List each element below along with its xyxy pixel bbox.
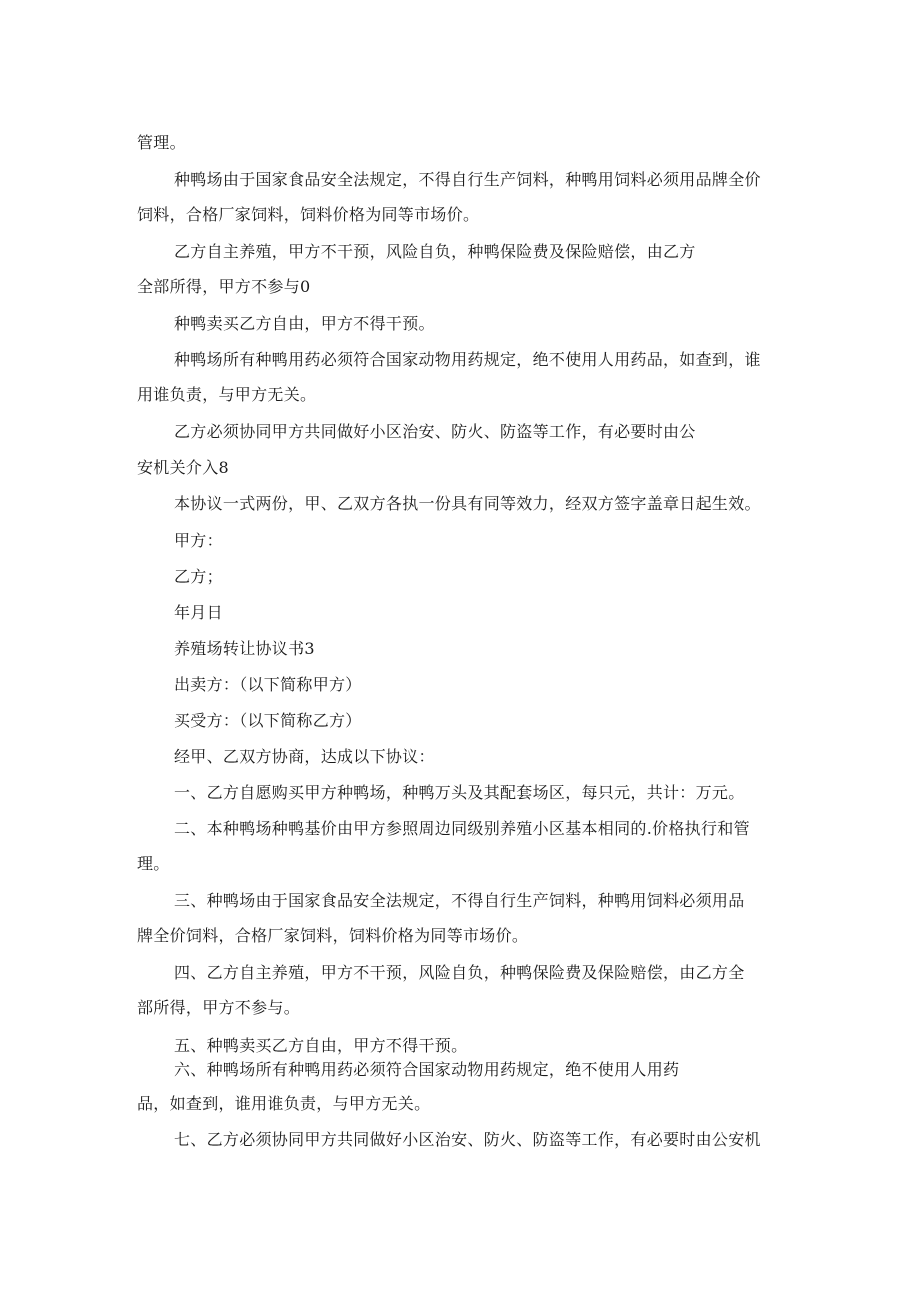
- clause-6: 六、种鸭场所有种鸭用药必须符合国家动物用药规定，绝不使用人用药: [174, 1060, 680, 1079]
- clause-7: 七、乙方必须协同甲方共同做好小区治安、防火、防盗等工作，有必要时由公安机: [174, 1130, 761, 1149]
- clause-5: 五、种鸭卖买乙方自由，甲方不得干预。: [174, 1036, 468, 1055]
- text-line: 部所得，甲方不参与。: [137, 998, 301, 1017]
- clause-4: 四、乙方自主养殖，甲方不干预，风险自负，种鸭保险费及保险赔偿，由乙方全: [174, 963, 745, 982]
- clause-1: 一、乙方自愿购买甲方种鸭场，种鸭万头及其配套场区，每只元，共计：万元。: [174, 783, 745, 802]
- clause-3: 三、种鸭场由于国家食品安全法规定，不得自行生产饲料，种鸭用饲料必须用品: [174, 891, 745, 910]
- text-line: 买受方：（以下简称乙方）: [174, 711, 362, 730]
- text-line: 理。: [137, 854, 170, 873]
- text-line: 安机关介入8: [137, 458, 229, 477]
- text-line: 本协议一式两份，甲、乙双方各执一份具有同等效力，经双方签字盖章日起生效。: [174, 494, 761, 513]
- signature-party-b: 乙方；: [174, 567, 223, 586]
- clause-2: 二、本种鸭场种鸭基价由甲方参照周边同级别养殖小区基本相同的.价格执行和管: [174, 819, 750, 838]
- text-line: 全部所得，甲方不参与0: [137, 277, 311, 296]
- text-line: 乙方自主养殖，甲方不干预，风险自负，种鸭保险费及保险赔偿，由乙方: [174, 242, 696, 261]
- text-line: 经甲、乙双方协商，达成以下协议：: [174, 747, 435, 766]
- text-line: 管理。: [137, 133, 186, 152]
- text-line: 种鸭卖买乙方自由，甲方不得干预。: [174, 314, 435, 333]
- text-line: 种鸭场所有种鸭用药必须符合国家动物用药规定，绝不使用人用药品，如查到，谁: [174, 350, 761, 369]
- text-line: 饲料，合格厂家饲料，饲料价格为同等市场价。: [137, 205, 480, 224]
- section-title: 养殖场转让协议书3: [174, 639, 315, 658]
- text-line: 种鸭场由于国家食品安全法规定，不得自行生产饲料，种鸭用饲料必须用品牌全价: [174, 170, 761, 189]
- signature-date: 年月日: [174, 603, 223, 622]
- text-line: 牌全价饲料，合格厂家饲料，饲料价格为同等市场价。: [137, 926, 529, 945]
- signature-party-a: 甲方：: [174, 531, 223, 550]
- text-line: 出卖方：（以下简称甲方）: [174, 675, 362, 694]
- text-line: 乙方必须协同甲方共同做好小区治安、防火、防盗等工作，有必要时由公: [174, 422, 696, 441]
- text-line: 品，如查到，谁用谁负责，与甲方无关。: [137, 1094, 431, 1113]
- text-line: 用谁负责，与甲方无关。: [137, 385, 317, 404]
